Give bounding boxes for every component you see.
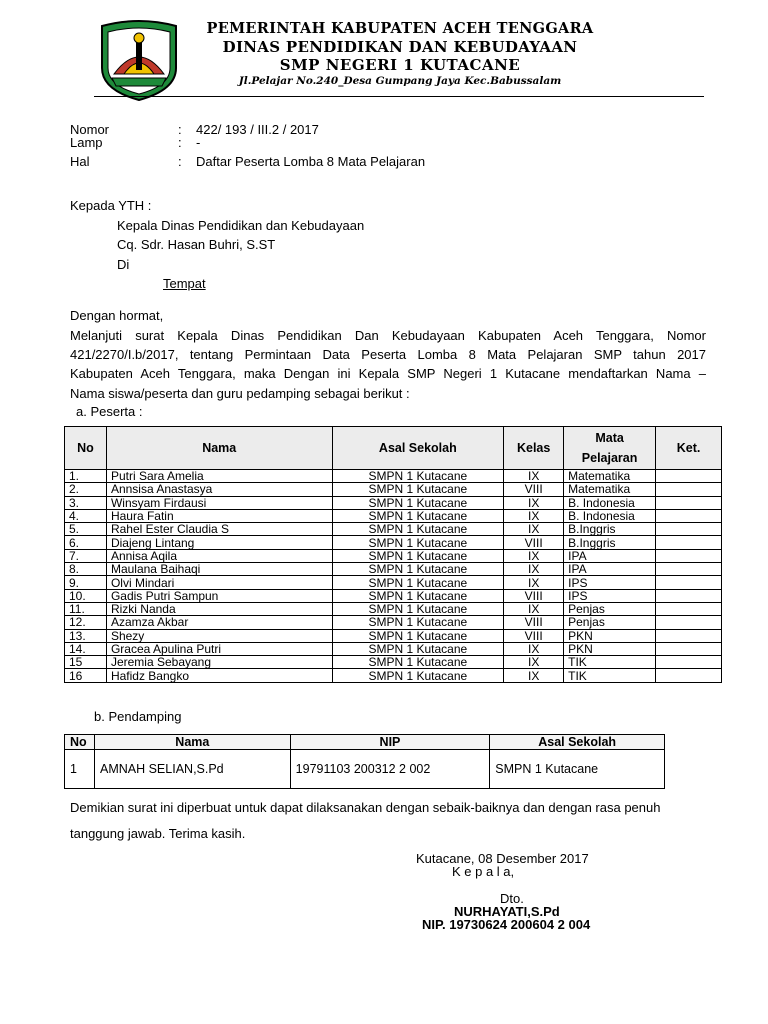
- peserta-asal-sekolah: SMPN 1 Kutacane: [332, 642, 504, 655]
- peserta-ket: [656, 656, 722, 669]
- header-nama: Nama: [106, 427, 332, 470]
- peserta-no: 1.: [65, 470, 107, 483]
- recipient-di: Di: [117, 257, 130, 272]
- hal-value: Daftar Peserta Lomba 8 Mata Pelajaran: [196, 154, 426, 169]
- peserta-asal-sekolah: SMPN 1 Kutacane: [332, 549, 504, 562]
- peserta-mata-pelajaran: Penjas: [564, 602, 656, 615]
- pendamping-row: [65, 750, 665, 789]
- peserta-kelas: IX: [504, 470, 564, 483]
- lamp-value: -: [196, 135, 201, 150]
- peserta-asal-sekolah: SMPN 1 Kutacane: [332, 602, 504, 615]
- pendamping-nama: AMNAH SELIAN,S.Pd: [94, 750, 290, 789]
- peserta-mata-pelajaran: B.Inggris: [564, 536, 656, 549]
- peserta-no: 5.: [65, 523, 107, 536]
- recipient-tempat: Tempat: [163, 276, 206, 291]
- closing-line2: tanggung jawab. Terima kasih.: [70, 826, 246, 841]
- peserta-nama: Rahel Ester Claudia S: [106, 523, 332, 536]
- peserta-row: [65, 656, 722, 669]
- peserta-mata-pelajaran: PKN: [564, 642, 656, 655]
- body-line-3: Kabupaten Aceh Tenggara, maka Dengan ini Kepala SMP Negeri 1 Kutacane mendaftarkan Nama –: [70, 366, 706, 381]
- pendamping-header-no: No: [65, 735, 95, 750]
- peserta-kelas: IX: [504, 549, 564, 562]
- letterhead-school: SMP NEGERI 1 KUTACANE: [279, 56, 521, 74]
- peserta-kelas: VIII: [504, 616, 564, 629]
- nomor-colon: :: [178, 122, 182, 137]
- peserta-ket: [656, 589, 722, 602]
- peserta-row: [65, 549, 722, 562]
- peserta-row: [65, 496, 722, 509]
- header-mata-pelajaran: [564, 427, 656, 470]
- letterhead-department: DINAS PENDIDIKAN DAN KEBUDAYAAN: [222, 38, 578, 56]
- header-no: No: [65, 427, 107, 470]
- body-line-4: Nama siswa/peserta dan guru pedamping sebagai berikut :: [70, 386, 410, 401]
- peserta-no: 6.: [65, 536, 107, 549]
- salam: Dengan hormat,: [70, 308, 164, 323]
- peserta-mata-pelajaran: PKN: [564, 629, 656, 642]
- body-line-1: Melanjuti surat Kepala Dinas Pendidikan Dan Kebudayaan Kabupaten Aceh Tenggara, Nomor: [70, 328, 706, 343]
- peserta-mata-pelajaran: IPS: [564, 576, 656, 589]
- hal-label: Hal: [70, 154, 90, 169]
- peserta-mata-pelajaran: TIK: [564, 656, 656, 669]
- signature-dto: Dto.: [500, 891, 524, 906]
- closing-line1: Demikian surat ini diperbuat untuk dapat dilaksanakan dengan sebaik-baiknya dan dengan rasa penuh: [70, 800, 661, 815]
- peserta-ket: [656, 629, 722, 642]
- letterhead-address: Jl.Pelajar No.240_Desa Gumpang Jaya Kec.Babussalam: [238, 75, 562, 87]
- peserta-mata-pelajaran: Penjas: [564, 616, 656, 629]
- peserta-row: [65, 509, 722, 522]
- peserta-kelas: IX: [504, 642, 564, 655]
- peserta-ket: [656, 509, 722, 522]
- peserta-asal-sekolah: SMPN 1 Kutacane: [332, 496, 504, 509]
- peserta-nama: Jeremia Sebayang: [106, 656, 332, 669]
- peserta-asal-sekolah: SMPN 1 Kutacane: [332, 563, 504, 576]
- peserta-row: [65, 589, 722, 602]
- letterhead-government: PEMERINTAH KABUPATEN ACEH TENGGARA: [206, 20, 594, 37]
- peserta-mata-pelajaran: B.Inggris: [564, 523, 656, 536]
- peserta-nama: Maulana Baihaqi: [106, 563, 332, 576]
- signature-name: NURHAYATI,S.Pd: [454, 904, 560, 919]
- peserta-nama: Annsisa Anastasya: [106, 483, 332, 496]
- header-kelas: Kelas: [504, 427, 564, 470]
- peserta-nama: Haura Fatin: [106, 509, 332, 522]
- pendamping-no: 1: [65, 750, 95, 789]
- peserta-nama: Annisa Aqila: [106, 549, 332, 562]
- peserta-asal-sekolah: SMPN 1 Kutacane: [332, 523, 504, 536]
- peserta-row: [65, 563, 722, 576]
- lamp-label: Lamp: [70, 135, 103, 150]
- signature-nip: NIP. 19730624 200604 2 004: [422, 917, 591, 932]
- pendamping-header-row: [65, 735, 665, 750]
- peserta-kelas: IX: [504, 509, 564, 522]
- peserta-no: 7.: [65, 549, 107, 562]
- header-asal-sekolah: Asal Sekolah: [332, 427, 504, 470]
- peserta-ket: [656, 549, 722, 562]
- peserta-nama: Olvi Mindari: [106, 576, 332, 589]
- peserta-row: [65, 483, 722, 496]
- pendamping-table: [64, 734, 665, 789]
- peserta-no: 9.: [65, 576, 107, 589]
- peserta-ket: [656, 642, 722, 655]
- peserta-row: [65, 616, 722, 629]
- peserta-kelas: IX: [504, 602, 564, 615]
- kepada-label: Kepada YTH :: [70, 198, 152, 213]
- peserta-kelas: VIII: [504, 629, 564, 642]
- peserta-no: 15: [65, 656, 107, 669]
- peserta-nama: Hafidz Bangko: [106, 669, 332, 682]
- peserta-nama: Shezy: [106, 629, 332, 642]
- pendamping-header-asal: Asal Sekolah: [490, 735, 665, 750]
- peserta-no: 13.: [65, 629, 107, 642]
- peserta-nama: Winsyam Firdausi: [106, 496, 332, 509]
- peserta-ket: [656, 563, 722, 576]
- peserta-mata-pelajaran: Matematika: [564, 470, 656, 483]
- peserta-row: [65, 536, 722, 549]
- header-mapel-line2: Pelajaran: [581, 451, 638, 465]
- peserta-nama: Gracea Apulina Putri: [106, 642, 332, 655]
- school-emblem-logo: [94, 18, 184, 102]
- peserta-nama: Gadis Putri Sampun: [106, 589, 332, 602]
- peserta-asal-sekolah: SMPN 1 Kutacane: [332, 483, 504, 496]
- peserta-nama: Azamza Akbar: [106, 616, 332, 629]
- peserta-kelas: IX: [504, 656, 564, 669]
- recipient-line2: Cq. Sdr. Hasan Buhri, S.ST: [117, 237, 276, 252]
- pendamping-asal: SMPN 1 Kutacane: [490, 750, 665, 789]
- peserta-table: [64, 426, 722, 683]
- hal-colon: :: [178, 154, 182, 169]
- peserta-no: 4.: [65, 509, 107, 522]
- section-b-label: b. Pendamping: [94, 709, 182, 724]
- peserta-kelas: VIII: [504, 589, 564, 602]
- peserta-ket: [656, 470, 722, 483]
- peserta-asal-sekolah: SMPN 1 Kutacane: [332, 616, 504, 629]
- peserta-ket: [656, 616, 722, 629]
- peserta-row: [65, 642, 722, 655]
- peserta-no: 16: [65, 669, 107, 682]
- peserta-kelas: IX: [504, 496, 564, 509]
- peserta-ket: [656, 576, 722, 589]
- peserta-row: [65, 470, 722, 483]
- peserta-mata-pelajaran: IPS: [564, 589, 656, 602]
- body-line-2: 421/2270/I.b/2017, tentang Permintaan Data Peserta Lomba 8 Mata Pelajaran SMP tahun 2017: [70, 347, 706, 362]
- peserta-mata-pelajaran: B. Indonesia: [564, 496, 656, 509]
- peserta-no: 11.: [65, 602, 107, 615]
- peserta-asal-sekolah: SMPN 1 Kutacane: [332, 576, 504, 589]
- peserta-row: [65, 602, 722, 615]
- peserta-asal-sekolah: SMPN 1 Kutacane: [332, 536, 504, 549]
- peserta-asal-sekolah: SMPN 1 Kutacane: [332, 509, 504, 522]
- peserta-asal-sekolah: SMPN 1 Kutacane: [332, 470, 504, 483]
- peserta-ket: [656, 496, 722, 509]
- signature-title: K e p a l a,: [452, 864, 515, 879]
- recipient-line1: Kepala Dinas Pendidikan dan Kebudayaan: [117, 218, 365, 233]
- peserta-asal-sekolah: SMPN 1 Kutacane: [332, 589, 504, 602]
- peserta-no: 14.: [65, 642, 107, 655]
- nomor-label: Nomor: [70, 122, 110, 137]
- peserta-no: 8.: [65, 563, 107, 576]
- peserta-kelas: IX: [504, 563, 564, 576]
- peserta-no: 10.: [65, 589, 107, 602]
- peserta-kelas: VIII: [504, 483, 564, 496]
- peserta-nama: Diajeng Lintang: [106, 536, 332, 549]
- peserta-mata-pelajaran: Matematika: [564, 483, 656, 496]
- peserta-kelas: IX: [504, 669, 564, 682]
- peserta-mata-pelajaran: B. Indonesia: [564, 509, 656, 522]
- nomor-value: 422/ 193 / III.2 / 2017: [196, 122, 319, 137]
- peserta-asal-sekolah: SMPN 1 Kutacane: [332, 669, 504, 682]
- header-ket: Ket.: [656, 427, 722, 470]
- peserta-mata-pelajaran: TIK: [564, 669, 656, 682]
- peserta-row: [65, 669, 722, 682]
- header-mapel-line1: Mata: [595, 431, 624, 445]
- peserta-mata-pelajaran: IPA: [564, 549, 656, 562]
- peserta-asal-sekolah: SMPN 1 Kutacane: [332, 656, 504, 669]
- peserta-no: 2.: [65, 483, 107, 496]
- section-a-label: a. Peserta :: [76, 404, 143, 419]
- peserta-kelas: IX: [504, 523, 564, 536]
- peserta-ket: [656, 523, 722, 536]
- peserta-ket: [656, 536, 722, 549]
- pendamping-nip: 19791103 200312 2 002: [290, 750, 490, 789]
- lamp-colon: :: [178, 135, 182, 150]
- peserta-nama: Putri Sara Amelia: [106, 470, 332, 483]
- peserta-kelas: IX: [504, 576, 564, 589]
- peserta-no: 12.: [65, 616, 107, 629]
- peserta-kelas: VIII: [504, 536, 564, 549]
- peserta-no: 3.: [65, 496, 107, 509]
- pendamping-header-nama: Nama: [94, 735, 290, 750]
- peserta-mata-pelajaran: IPA: [564, 563, 656, 576]
- peserta-row: [65, 629, 722, 642]
- signature-place-date: Kutacane, 08 Desember 2017: [416, 851, 589, 866]
- peserta-ket: [656, 602, 722, 615]
- peserta-asal-sekolah: SMPN 1 Kutacane: [332, 629, 504, 642]
- peserta-row: [65, 576, 722, 589]
- peserta-nama: Rizki Nanda: [106, 602, 332, 615]
- letterhead-divider: [94, 96, 704, 97]
- peserta-row: [65, 523, 722, 536]
- pendamping-header-nip: NIP: [290, 735, 490, 750]
- peserta-ket: [656, 669, 722, 682]
- peserta-header-row: [65, 427, 722, 470]
- peserta-ket: [656, 483, 722, 496]
